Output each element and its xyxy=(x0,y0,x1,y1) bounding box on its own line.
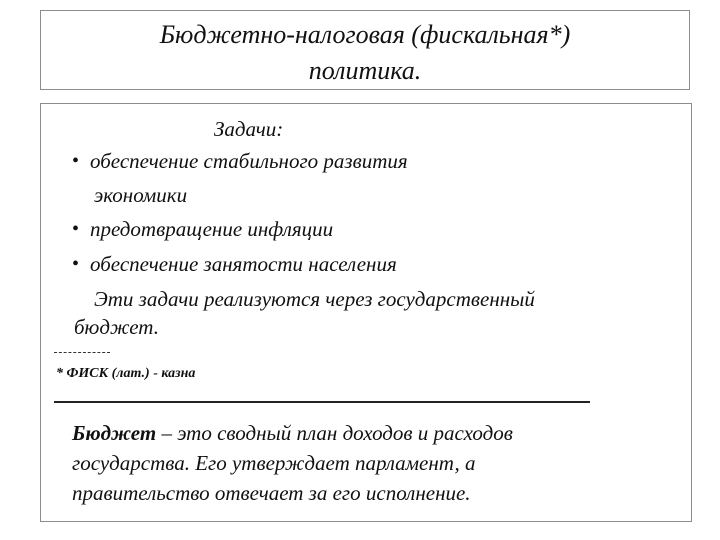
definition-line-1-rest: – это сводный план доходов и расходов xyxy=(156,421,513,445)
divider-short xyxy=(54,352,110,353)
bullet-icon: • xyxy=(72,150,80,172)
definition-line-3: правительство отвечает за его исполнение. xyxy=(72,481,471,505)
page-title-line-2: политика. xyxy=(308,56,422,85)
task-item-2: предотвращение инфляции xyxy=(90,217,334,241)
divider-long xyxy=(54,401,590,403)
tasks-summary-line-2: бюджет. xyxy=(74,315,159,339)
task-item-1-cont: экономики xyxy=(94,183,188,207)
task-item-1: обеспечение стабильного развития xyxy=(90,149,408,173)
tasks-summary-line-1: Эти задачи реализуются через государственный xyxy=(94,287,535,311)
bullet-icon: • xyxy=(72,218,80,240)
tasks-heading: Задачи: xyxy=(214,117,284,141)
task-item-3: обеспечение занятости населения xyxy=(90,252,397,276)
title-box xyxy=(40,10,690,90)
footnote: * ФИСК (лат.) - казна xyxy=(56,366,196,381)
bullet-icon: • xyxy=(72,253,80,275)
page-title-line-1: Бюджетно-налоговая (фискальная*) xyxy=(159,20,571,49)
definition-line-2: государства. Его утверждает парламент, а xyxy=(72,451,476,475)
definition-line-1 xyxy=(72,420,513,446)
definition-term: Бюджет xyxy=(72,421,157,445)
